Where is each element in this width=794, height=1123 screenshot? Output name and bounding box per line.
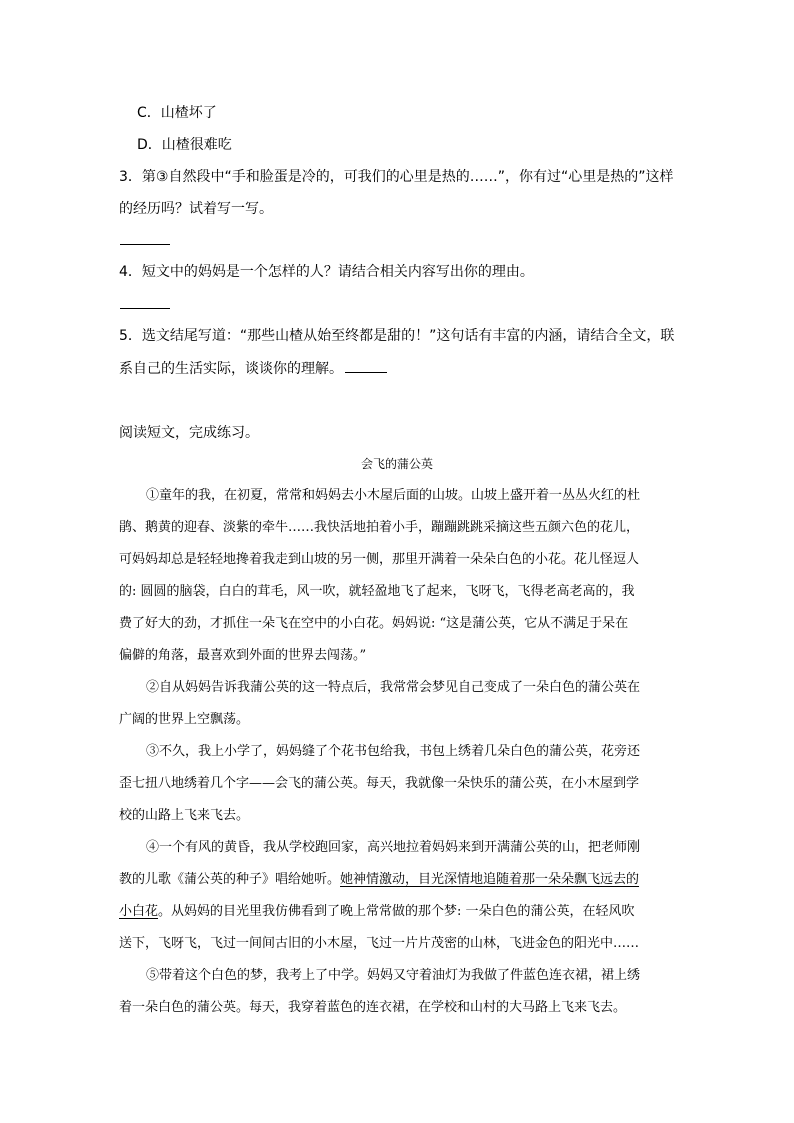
paragraph-1-line-3: 可妈妈却总是轻轻地搀着我走到山坡的另一侧，那里开满着一朵朵白色的小花。花儿怪逗人 bbox=[119, 552, 640, 567]
paragraph-2-line-1: ②自从妈妈告诉我蒲公英的这一特点后，我常常会梦见自己变成了一朵白色的蒲公英在 bbox=[146, 680, 641, 695]
paragraph-4-line-1: ④一个有风的黄昏，我从学校跑回家，高兴地拉着妈妈来到开满蒲公英的山，把老师刚 bbox=[146, 840, 641, 855]
paragraph-1-line-5: 费了好大的劲，才抓住一朵飞在空中的小白花。妈妈说: “这是蒲公英，它从不满足于呆在 bbox=[119, 616, 629, 631]
underlined-sentence-part-2: 小白花 bbox=[119, 904, 159, 919]
paragraph-3-line-3: 校的山路上飞来飞去。 bbox=[119, 808, 250, 823]
paragraph-3-line-2: 歪七扭八地绣着几个字——会飞的蒲公英。每天，我就像一朵快乐的蒲公英，在小木屋到学 bbox=[119, 776, 640, 791]
paragraph-4-line-4: 送下，飞呀飞，飞过一间间古旧的小木屋，飞过一片片茂密的山林，飞进金色的阳光中…… bbox=[119, 936, 640, 951]
paragraph-5-line-1: ⑤带着这个白色的梦，我考上了中学。妈妈又守着油灯为我做了件蓝色连衣裙，裙上绣 bbox=[146, 968, 641, 983]
option-c: C．山楂坏了 bbox=[137, 105, 217, 121]
paragraph-4-line-2 bbox=[119, 871, 639, 889]
question-4: 4．短文中的妈妈是一个怎样的人？请结合相关内容写出你的理由。 bbox=[119, 264, 534, 280]
paragraph-1-line-1: ①童年的我，在初夏，常常和妈妈去小木屋后面的山坡。山坡上盛开着一丛丛火红的杜 bbox=[146, 488, 641, 503]
answer-blank-q4[interactable] bbox=[120, 308, 170, 309]
underlined-sentence-part-1: 她神情激动，目光深情地追随着那一朵朵飘飞远去的 bbox=[340, 872, 640, 887]
paragraph-5-line-2: 着一朵白色的蒲公英。每天，我穿着蓝色的连衣裙，在学校和山村的大马路上飞来飞去。 bbox=[119, 1000, 627, 1015]
reading-instruction: 阅读短文，完成练习。 bbox=[119, 425, 259, 441]
paragraph-1-line-2: 鹃、鹅黄的迎春、淡紫的牵牛……我快活地拍着小手，蹦蹦跳跳采摘这些五颜六色的花儿， bbox=[119, 520, 640, 535]
passage-title: 会飞的蒲公英 bbox=[360, 457, 433, 471]
paragraph-4-line-3 bbox=[119, 903, 635, 921]
question-5-line-2 bbox=[119, 358, 387, 379]
question-3-line-1: 3．第③自然段中“手和脸蛋是冷的，可我们的心里是热的……”，你有过“心里是热的”这样 bbox=[119, 169, 674, 185]
paragraph-1-line-4: 的: 圆圆的脑袋，白白的茸毛，风一吹，就轻盈地飞了起来，飞呀飞，飞得老高老高的，我 bbox=[119, 584, 635, 599]
answer-blank-q5[interactable] bbox=[345, 358, 387, 373]
paragraph-1-line-6: 偏僻的角落，最喜欢到外面的世界去闯荡。” bbox=[119, 648, 367, 663]
question-5-line-1: 5．选文结尾写道：“那些山楂从始至终都是甜的！”这句话有丰富的内涵，请结合全文，联 bbox=[119, 328, 675, 344]
paragraph-2-line-2: 广阔的世界上空飘荡。 bbox=[119, 712, 250, 727]
question-5-line-2-text: 系自己的生活实际，谈谈你的理解。 bbox=[119, 361, 343, 377]
question-3-line-2: 的经历吗？试着写一写。 bbox=[119, 201, 273, 217]
paragraph-4-line-2-plain: 教的儿歌《蒲公英的种子》唱给她听。 bbox=[119, 872, 341, 887]
answer-blank-q3[interactable] bbox=[120, 244, 170, 245]
paragraph-3-line-1: ③不久，我上小学了，妈妈缝了个花书包给我，书包上绣着几朵白色的蒲公英，花旁还 bbox=[146, 744, 641, 759]
option-d: D．山楂很难吃 bbox=[137, 137, 232, 153]
paragraph-4-line-3-plain: 。从妈妈的目光里我仿佛看到了晚上常常做的那个梦: 一朵白色的蒲公英，在轻风吹 bbox=[158, 904, 635, 919]
